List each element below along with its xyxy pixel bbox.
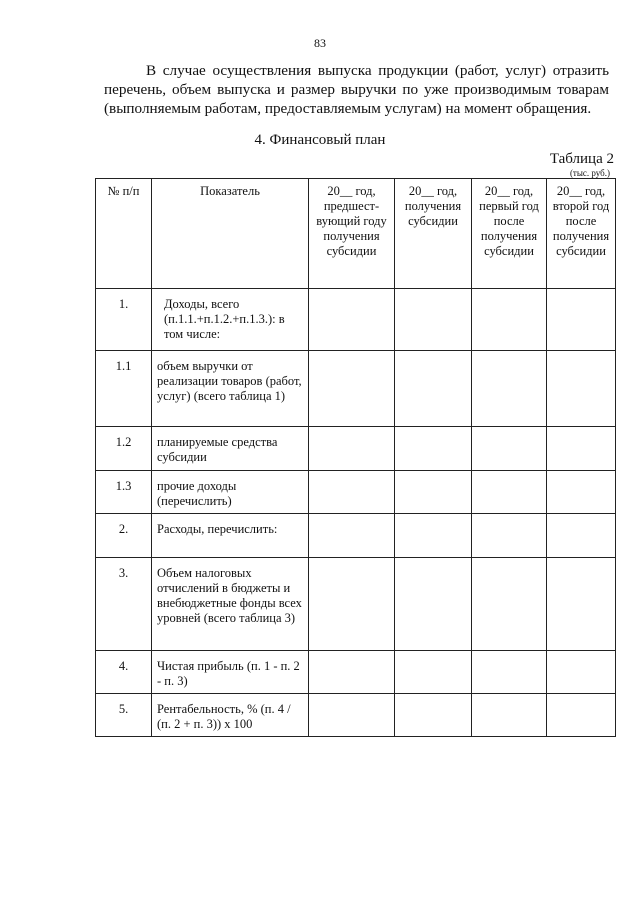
table-row [96, 514, 616, 558]
intro-line: (выполняемым работам, предоставляемым услугам) на момент обращения. [104, 100, 592, 117]
intro-paragraph [104, 61, 609, 118]
value-cell[interactable] [395, 351, 472, 427]
table-row [96, 289, 616, 351]
value-cell[interactable] [547, 514, 616, 558]
header-year-before: 20__ год, предшест-вующий году получения субсидии [309, 179, 395, 289]
row-label: Чистая прибыль (п. 1 - п. 2 - п. 3) [152, 651, 309, 694]
table-header-row [96, 179, 616, 289]
row-number: 1.2 [96, 427, 152, 471]
header-year-second-after: 20__ год, второй год после получения субсидии [547, 179, 616, 289]
value-cell[interactable] [309, 651, 395, 694]
row-number: 1.3 [96, 471, 152, 514]
value-cell[interactable] [472, 289, 547, 351]
table-row [96, 427, 616, 471]
value-cell[interactable] [395, 514, 472, 558]
row-number: 1.1 [96, 351, 152, 427]
intro-line: В случае осуществления выпуска продукции (работ, услуг) отразить [146, 62, 609, 79]
header-indicator: Показатель [152, 179, 309, 289]
value-cell[interactable] [547, 427, 616, 471]
row-number: 1. [96, 289, 152, 351]
table-row [96, 351, 616, 427]
table-row [96, 471, 616, 514]
value-cell[interactable] [395, 558, 472, 651]
row-label: Объем налоговых отчислений в бюджеты и внебюджетные фонды всех уровней (всего таблица 3) [152, 558, 309, 651]
header-num: № п/п [96, 179, 152, 289]
table-caption-block [550, 150, 614, 179]
row-number: 5. [96, 694, 152, 737]
header-year-subsidy: 20__ год, получения субсидии [395, 179, 472, 289]
value-cell[interactable] [547, 351, 616, 427]
value-cell[interactable] [309, 514, 395, 558]
value-cell[interactable] [395, 651, 472, 694]
value-cell[interactable] [309, 694, 395, 737]
value-cell[interactable] [309, 427, 395, 471]
value-cell[interactable] [472, 651, 547, 694]
value-cell[interactable] [547, 289, 616, 351]
value-cell[interactable] [309, 351, 395, 427]
value-cell[interactable] [472, 351, 547, 427]
header-year-first-after: 20__ год, первый год после получения субсидии [472, 179, 547, 289]
table-row [96, 651, 616, 694]
value-cell[interactable] [309, 471, 395, 514]
value-cell[interactable] [547, 471, 616, 514]
value-cell[interactable] [547, 651, 616, 694]
row-number: 4. [96, 651, 152, 694]
row-number: 2. [96, 514, 152, 558]
table-row [96, 558, 616, 651]
value-cell[interactable] [395, 471, 472, 514]
value-cell[interactable] [547, 694, 616, 737]
row-label: Расходы, перечислить: [152, 514, 309, 558]
value-cell[interactable] [472, 471, 547, 514]
table-unit: (тыс. руб.) [569, 168, 610, 178]
row-label: Рентабельность, % (п. 4 / (п. 2 + п. 3)) x 100 [152, 694, 309, 737]
value-cell[interactable] [472, 558, 547, 651]
page-number: 83 [314, 36, 326, 50]
table-caption: Таблица 2 [549, 151, 614, 167]
value-cell[interactable] [395, 427, 472, 471]
value-cell[interactable] [309, 558, 395, 651]
row-label: планируемые средства субсидии [152, 427, 309, 471]
financial-plan-table [95, 178, 616, 737]
section-title: 4. Финансовый план [254, 132, 386, 148]
intro-line: перечень, объем выпуска и размер выручки по уже производимым товарам [104, 81, 609, 98]
value-cell[interactable] [472, 514, 547, 558]
row-number: 3. [96, 558, 152, 651]
row-label: Доходы, всего (п.1.1.+п.1.2.+п.1.3.): в том числе: [152, 289, 309, 351]
value-cell[interactable] [472, 694, 547, 737]
value-cell[interactable] [547, 558, 616, 651]
value-cell[interactable] [395, 694, 472, 737]
value-cell[interactable] [309, 289, 395, 351]
value-cell[interactable] [395, 289, 472, 351]
value-cell[interactable] [472, 427, 547, 471]
row-label: объем выручки от реализации товаров (работ, услуг) (всего таблица 1) [152, 351, 309, 427]
table-row [96, 694, 616, 737]
row-label: прочие доходы (перечислить) [152, 471, 309, 514]
